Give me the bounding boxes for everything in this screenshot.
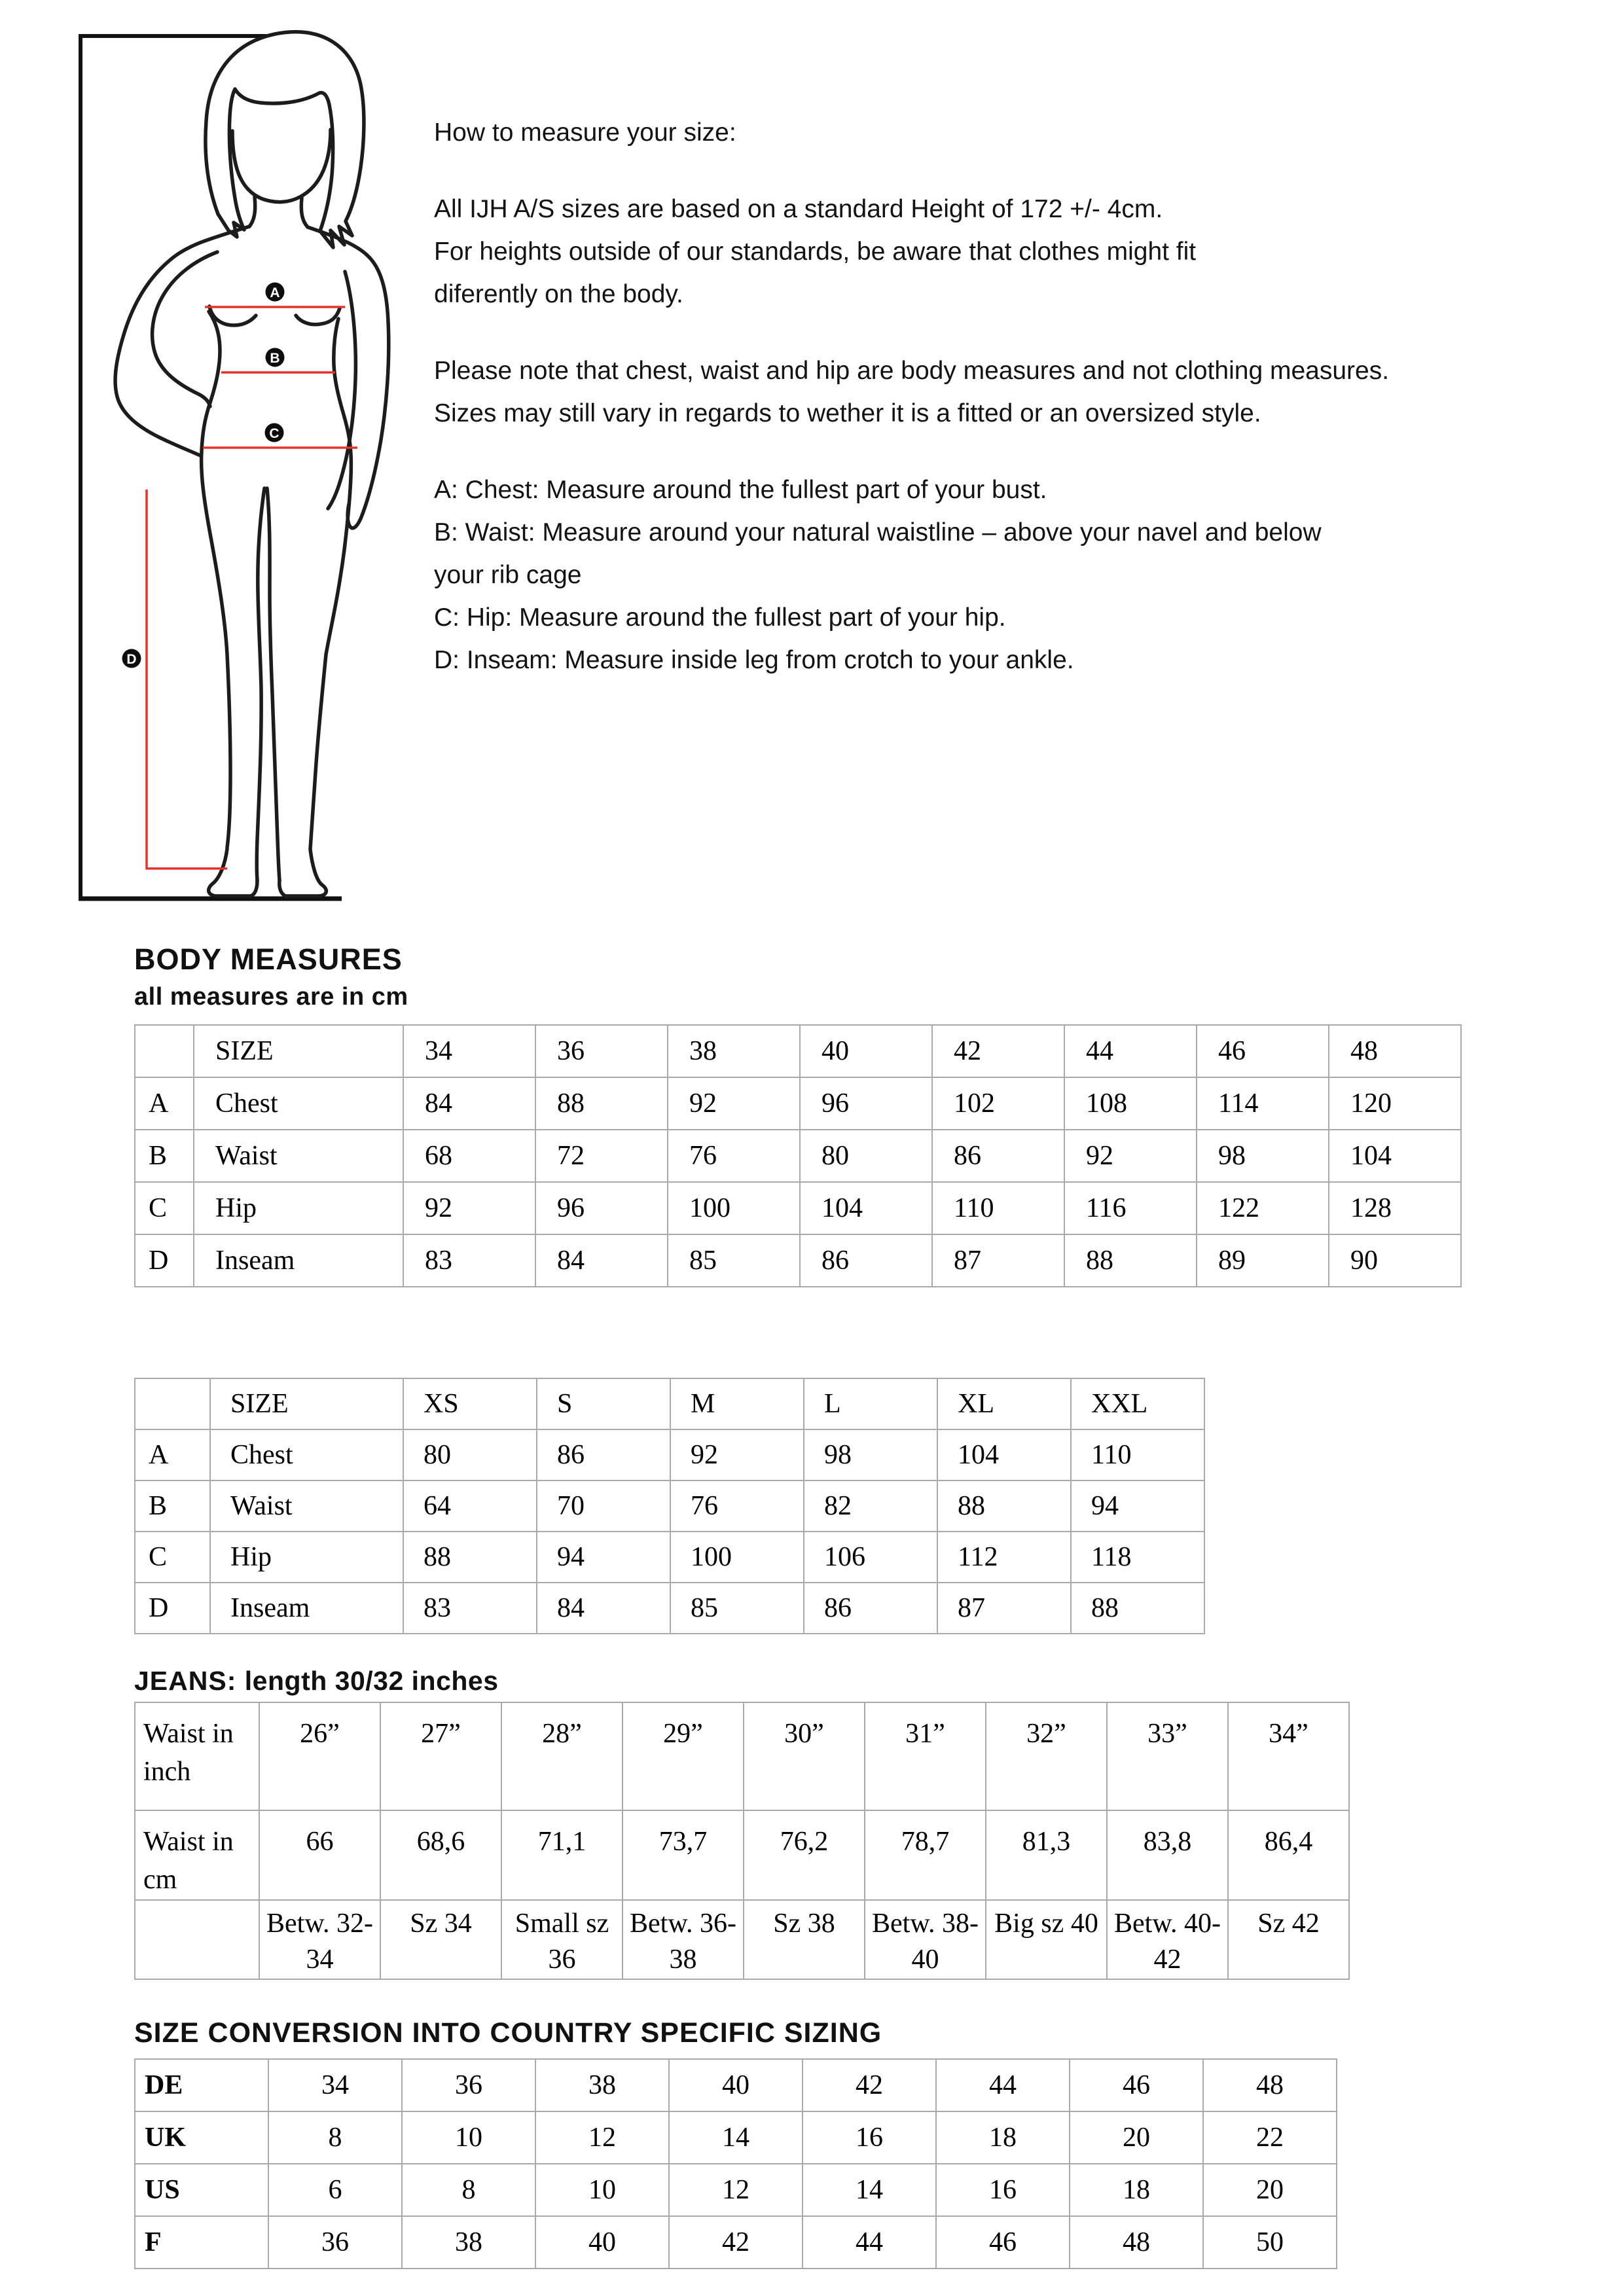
table-cell: 112 bbox=[937, 1532, 1071, 1583]
table-row bbox=[135, 1429, 1204, 1480]
intro-text bbox=[434, 111, 1612, 715]
table-cell: 83,8 bbox=[1107, 1810, 1228, 1900]
table-cell: 8 bbox=[402, 2164, 535, 2216]
right-arm-outer bbox=[308, 227, 389, 528]
table-cell: 118 bbox=[1071, 1532, 1204, 1583]
table-cell: C bbox=[135, 1182, 194, 1234]
table-cell: Sz 34 bbox=[380, 1900, 501, 1979]
table-cell: Hip bbox=[210, 1532, 403, 1583]
table-row bbox=[135, 2164, 1337, 2216]
table-cell: 40 bbox=[535, 2216, 669, 2269]
table-cell: SIZE bbox=[194, 1025, 403, 1077]
table-cell: 50 bbox=[1203, 2216, 1337, 2269]
table-cell: 48 bbox=[1203, 2059, 1337, 2111]
table-cell: A bbox=[135, 1077, 194, 1130]
body-measures-title: BODY MEASURES bbox=[134, 942, 403, 976]
table-cell: DE bbox=[135, 2059, 268, 2111]
table-cell: 102 bbox=[932, 1077, 1064, 1130]
table-cell: 16 bbox=[803, 2111, 936, 2164]
table-cell: 96 bbox=[800, 1077, 932, 1130]
jeans-table bbox=[134, 1702, 1350, 1980]
table-cell: Waist in cm bbox=[135, 1810, 259, 1900]
table-cell: L bbox=[804, 1378, 937, 1429]
table-cell: 66 bbox=[259, 1810, 380, 1900]
table-cell: 38 bbox=[402, 2216, 535, 2269]
table-cell: 87 bbox=[932, 1234, 1064, 1287]
table-cell: D bbox=[135, 1583, 210, 1634]
table-cell: Betw. 32-34 bbox=[259, 1900, 380, 1979]
table-cell: 98 bbox=[804, 1429, 937, 1480]
table-cell: 86 bbox=[537, 1429, 670, 1480]
table-cell: 31” bbox=[865, 1702, 986, 1810]
table-cell: 40 bbox=[669, 2059, 803, 2111]
table-cell bbox=[135, 1025, 194, 1077]
table-cell: A bbox=[135, 1429, 210, 1480]
table-cell: 44 bbox=[1064, 1025, 1197, 1077]
table-row bbox=[135, 1702, 1349, 1810]
table-row bbox=[135, 1532, 1204, 1583]
table-cell: 108 bbox=[1064, 1077, 1197, 1130]
table-cell: UK bbox=[135, 2111, 268, 2164]
table-cell: 12 bbox=[535, 2111, 669, 2164]
bust-right bbox=[296, 308, 340, 325]
measure-point-d: D: Inseam: Measure inside leg from crotch to your ankle. bbox=[434, 646, 1074, 674]
jeans-title bbox=[134, 1666, 499, 1696]
table-cell: Big sz 40 bbox=[986, 1900, 1107, 1979]
table-cell: 88 bbox=[535, 1077, 668, 1130]
table-cell: Sz 42 bbox=[1228, 1900, 1349, 1979]
conversion-table bbox=[134, 2058, 1337, 2269]
table-cell: 48 bbox=[1070, 2216, 1203, 2269]
intro-heading: How to measure your size: bbox=[434, 118, 736, 147]
table-cell: 42 bbox=[803, 2059, 936, 2111]
intro-paragraph-note bbox=[434, 350, 1612, 435]
intro-line: For heights outside of our standards, be aware that clothes might fit bbox=[434, 238, 1197, 266]
table-cell: 48 bbox=[1329, 1025, 1461, 1077]
badge-d bbox=[122, 649, 141, 668]
table-cell: 110 bbox=[1071, 1429, 1204, 1480]
badge-c-letter: C bbox=[269, 426, 280, 441]
table-row bbox=[135, 1077, 1461, 1130]
badge-d-letter: D bbox=[126, 652, 137, 667]
body-outline bbox=[115, 32, 389, 896]
table-cell: D bbox=[135, 1234, 194, 1287]
table-cell: 6 bbox=[268, 2164, 402, 2216]
table-cell: 42 bbox=[669, 2216, 803, 2269]
table-cell: 87 bbox=[937, 1583, 1071, 1634]
table-cell: XL bbox=[937, 1378, 1071, 1429]
table-cell: 120 bbox=[1329, 1077, 1461, 1130]
table-cell: 29” bbox=[623, 1702, 744, 1810]
body-measures-cm-table bbox=[134, 1024, 1462, 1287]
table-cell: 38 bbox=[668, 1025, 800, 1077]
table-cell: 122 bbox=[1197, 1182, 1329, 1234]
intro-measure-points bbox=[434, 469, 1612, 681]
table-cell: 16 bbox=[936, 2164, 1070, 2216]
table-row bbox=[135, 1182, 1461, 1234]
table-cell: 96 bbox=[535, 1182, 668, 1234]
table-cell: 88 bbox=[1064, 1234, 1197, 1287]
table-cell: 88 bbox=[1071, 1583, 1204, 1634]
table-cell: 64 bbox=[403, 1480, 537, 1532]
table-cell: 10 bbox=[535, 2164, 669, 2216]
table-cell: 90 bbox=[1329, 1234, 1461, 1287]
table-cell: Waist in inch bbox=[135, 1702, 259, 1810]
table-cell: 36 bbox=[268, 2216, 402, 2269]
table-cell: 46 bbox=[1070, 2059, 1203, 2111]
intro-paragraph-standards bbox=[434, 188, 1612, 315]
table-cell: Sz 38 bbox=[744, 1900, 865, 1979]
left-leg-inner bbox=[257, 488, 264, 880]
table-cell: 92 bbox=[1064, 1130, 1197, 1182]
table-cell: 10 bbox=[402, 2111, 535, 2164]
table-cell: 73,7 bbox=[623, 1810, 744, 1900]
table-row bbox=[135, 1810, 1349, 1900]
table-cell: 83 bbox=[403, 1234, 535, 1287]
table-cell: B bbox=[135, 1480, 210, 1532]
table-cell: 84 bbox=[535, 1234, 668, 1287]
table-cell: 46 bbox=[936, 2216, 1070, 2269]
table-cell: SIZE bbox=[210, 1378, 403, 1429]
measure-point-b-cont: your rib cage bbox=[434, 561, 582, 589]
table-row bbox=[135, 2216, 1337, 2269]
right-foot bbox=[280, 850, 327, 896]
table-cell: Small sz 36 bbox=[501, 1900, 623, 1979]
table-cell: Waist bbox=[194, 1130, 403, 1182]
table-cell: 8 bbox=[268, 2111, 402, 2164]
table-cell: 85 bbox=[670, 1583, 804, 1634]
table-cell: 88 bbox=[937, 1480, 1071, 1532]
table-row bbox=[135, 1234, 1461, 1287]
table-cell: 44 bbox=[803, 2216, 936, 2269]
table-cell: 114 bbox=[1197, 1077, 1329, 1130]
table-cell: 68 bbox=[403, 1130, 535, 1182]
table-cell: S bbox=[537, 1378, 670, 1429]
badge-a bbox=[266, 283, 285, 302]
table-cell: 76,2 bbox=[744, 1810, 865, 1900]
table-cell: 100 bbox=[670, 1532, 804, 1583]
table-cell: 88 bbox=[403, 1532, 537, 1583]
table-cell: 70 bbox=[537, 1480, 670, 1532]
table-cell: 44 bbox=[936, 2059, 1070, 2111]
table-cell: 80 bbox=[800, 1130, 932, 1182]
table-cell: 92 bbox=[668, 1077, 800, 1130]
measure-point-b: B: Waist: Measure around your natural waistline – above your navel and below bbox=[434, 518, 1322, 547]
table-cell: Betw. 38-40 bbox=[865, 1900, 986, 1979]
badge-b-letter: B bbox=[270, 351, 280, 366]
table-cell: 94 bbox=[537, 1532, 670, 1583]
face bbox=[232, 130, 331, 202]
torso-right-leg-outer bbox=[310, 319, 351, 849]
table-cell: 12 bbox=[669, 2164, 803, 2216]
measure-point-c: C: Hip: Measure around the fullest part of your hip. bbox=[434, 603, 1006, 632]
table-row bbox=[135, 2059, 1337, 2111]
conversion-title: SIZE CONVERSION INTO COUNTRY SPECIFIC SIZING bbox=[134, 2017, 882, 2049]
badge-b bbox=[266, 348, 285, 367]
table-cell: Chest bbox=[210, 1429, 403, 1480]
table-cell: C bbox=[135, 1532, 210, 1583]
table-row bbox=[135, 1025, 1461, 1077]
left-arm-inner bbox=[153, 252, 217, 406]
table-cell: B bbox=[135, 1130, 194, 1182]
table-cell: 104 bbox=[937, 1429, 1071, 1480]
table-cell: 84 bbox=[537, 1583, 670, 1634]
table-cell: 116 bbox=[1064, 1182, 1197, 1234]
table-cell: 34 bbox=[403, 1025, 535, 1077]
table-cell: US bbox=[135, 2164, 268, 2216]
intro-line: Please note that chest, waist and hip are body measures and not clothing measures. bbox=[434, 357, 1390, 385]
table-cell: 40 bbox=[800, 1025, 932, 1077]
body-measures-subtitle: all measures are in cm bbox=[134, 983, 408, 1011]
table-cell: Waist bbox=[210, 1480, 403, 1532]
table-cell: 92 bbox=[403, 1182, 535, 1234]
table-row bbox=[135, 1583, 1204, 1634]
table-cell: 110 bbox=[932, 1182, 1064, 1234]
table-cell: 104 bbox=[1329, 1130, 1461, 1182]
table-cell: 85 bbox=[668, 1234, 800, 1287]
table-cell bbox=[135, 1900, 259, 1979]
table-cell: Hip bbox=[194, 1182, 403, 1234]
table-cell: 32” bbox=[986, 1702, 1107, 1810]
table-row bbox=[135, 1378, 1204, 1429]
table-cell: 106 bbox=[804, 1532, 937, 1583]
table-cell: Betw. 36-38 bbox=[623, 1900, 744, 1979]
table-cell: 18 bbox=[1070, 2164, 1203, 2216]
table-cell: 78,7 bbox=[865, 1810, 986, 1900]
table-cell: 20 bbox=[1203, 2164, 1337, 2216]
table-cell: Inseam bbox=[194, 1234, 403, 1287]
table-cell: 26” bbox=[259, 1702, 380, 1810]
table-cell: 81,3 bbox=[986, 1810, 1107, 1900]
body-measures-alpha-table bbox=[134, 1378, 1205, 1634]
table-cell: XXL bbox=[1071, 1378, 1204, 1429]
left-foot bbox=[209, 849, 257, 896]
table-cell: F bbox=[135, 2216, 268, 2269]
intro-line: diferently on the body. bbox=[434, 280, 683, 308]
table-cell: 38 bbox=[535, 2059, 669, 2111]
table-cell: 27” bbox=[380, 1702, 501, 1810]
intro-line: Sizes may still vary in regards to wether it is a fitted or an oversized style. bbox=[434, 399, 1261, 427]
table-cell: 86 bbox=[800, 1234, 932, 1287]
table-cell: 46 bbox=[1197, 1025, 1329, 1077]
measurement-figure bbox=[59, 26, 399, 910]
measure-point-a: A: Chest: Measure around the fullest part of your bust. bbox=[434, 476, 1047, 504]
table-cell: 82 bbox=[804, 1480, 937, 1532]
table-cell: Chest bbox=[194, 1077, 403, 1130]
table-cell: 14 bbox=[669, 2111, 803, 2164]
intro-line: All IJH A/S sizes are based on a standard Height of 172 +/- 4cm. bbox=[434, 195, 1163, 223]
table-cell: 68,6 bbox=[380, 1810, 501, 1900]
table-cell: 94 bbox=[1071, 1480, 1204, 1532]
table-cell: 86 bbox=[932, 1130, 1064, 1182]
table-cell: 30” bbox=[744, 1702, 865, 1810]
table-cell: 76 bbox=[670, 1480, 804, 1532]
table-cell: 71,1 bbox=[501, 1810, 623, 1900]
table-cell: 72 bbox=[535, 1130, 668, 1182]
table-cell: 128 bbox=[1329, 1182, 1461, 1234]
table-cell: M bbox=[670, 1378, 804, 1429]
table-cell: 76 bbox=[668, 1130, 800, 1182]
table-row bbox=[135, 1130, 1461, 1182]
table-cell: 28” bbox=[501, 1702, 623, 1810]
table-cell: 33” bbox=[1107, 1702, 1228, 1810]
table-cell: 22 bbox=[1203, 2111, 1337, 2164]
table-cell: XS bbox=[403, 1378, 537, 1429]
table-cell bbox=[135, 1378, 210, 1429]
table-cell: 80 bbox=[403, 1429, 537, 1480]
table-row bbox=[135, 1900, 1349, 1979]
neck-left bbox=[249, 197, 255, 226]
table-cell: 89 bbox=[1197, 1234, 1329, 1287]
measurement-lines bbox=[147, 307, 357, 869]
table-row bbox=[135, 2111, 1337, 2164]
badge-a-letter: A bbox=[270, 285, 280, 300]
badge-c bbox=[265, 423, 284, 442]
table-cell: 84 bbox=[403, 1077, 535, 1130]
table-cell: 86,4 bbox=[1228, 1810, 1349, 1900]
table-row bbox=[135, 1480, 1204, 1532]
table-cell: 36 bbox=[535, 1025, 668, 1077]
table-cell: 98 bbox=[1197, 1130, 1329, 1182]
right-leg-inner bbox=[267, 488, 280, 880]
torso-left-leg-outer bbox=[202, 312, 230, 848]
table-cell: 14 bbox=[803, 2164, 936, 2216]
inseam-line bbox=[147, 490, 227, 869]
jeans-title-rest: length 30/32 inches bbox=[244, 1666, 499, 1696]
table-cell: 86 bbox=[804, 1583, 937, 1634]
hair bbox=[206, 32, 364, 247]
table-cell: 34 bbox=[268, 2059, 402, 2111]
table-cell: 42 bbox=[932, 1025, 1064, 1077]
left-arm-outer bbox=[115, 226, 249, 456]
table-cell: 36 bbox=[402, 2059, 535, 2111]
table-cell: 104 bbox=[800, 1182, 932, 1234]
table-cell: 83 bbox=[403, 1583, 537, 1634]
jeans-title-label: JEANS: bbox=[134, 1666, 237, 1696]
table-cell: 18 bbox=[936, 2111, 1070, 2164]
table-cell: 100 bbox=[668, 1182, 800, 1234]
table-cell: Inseam bbox=[210, 1583, 403, 1634]
table-cell: 34” bbox=[1228, 1702, 1349, 1810]
table-cell: 92 bbox=[670, 1429, 804, 1480]
neck-right bbox=[301, 198, 308, 227]
table-cell: 20 bbox=[1070, 2111, 1203, 2164]
table-cell: Betw. 40-42 bbox=[1107, 1900, 1228, 1979]
